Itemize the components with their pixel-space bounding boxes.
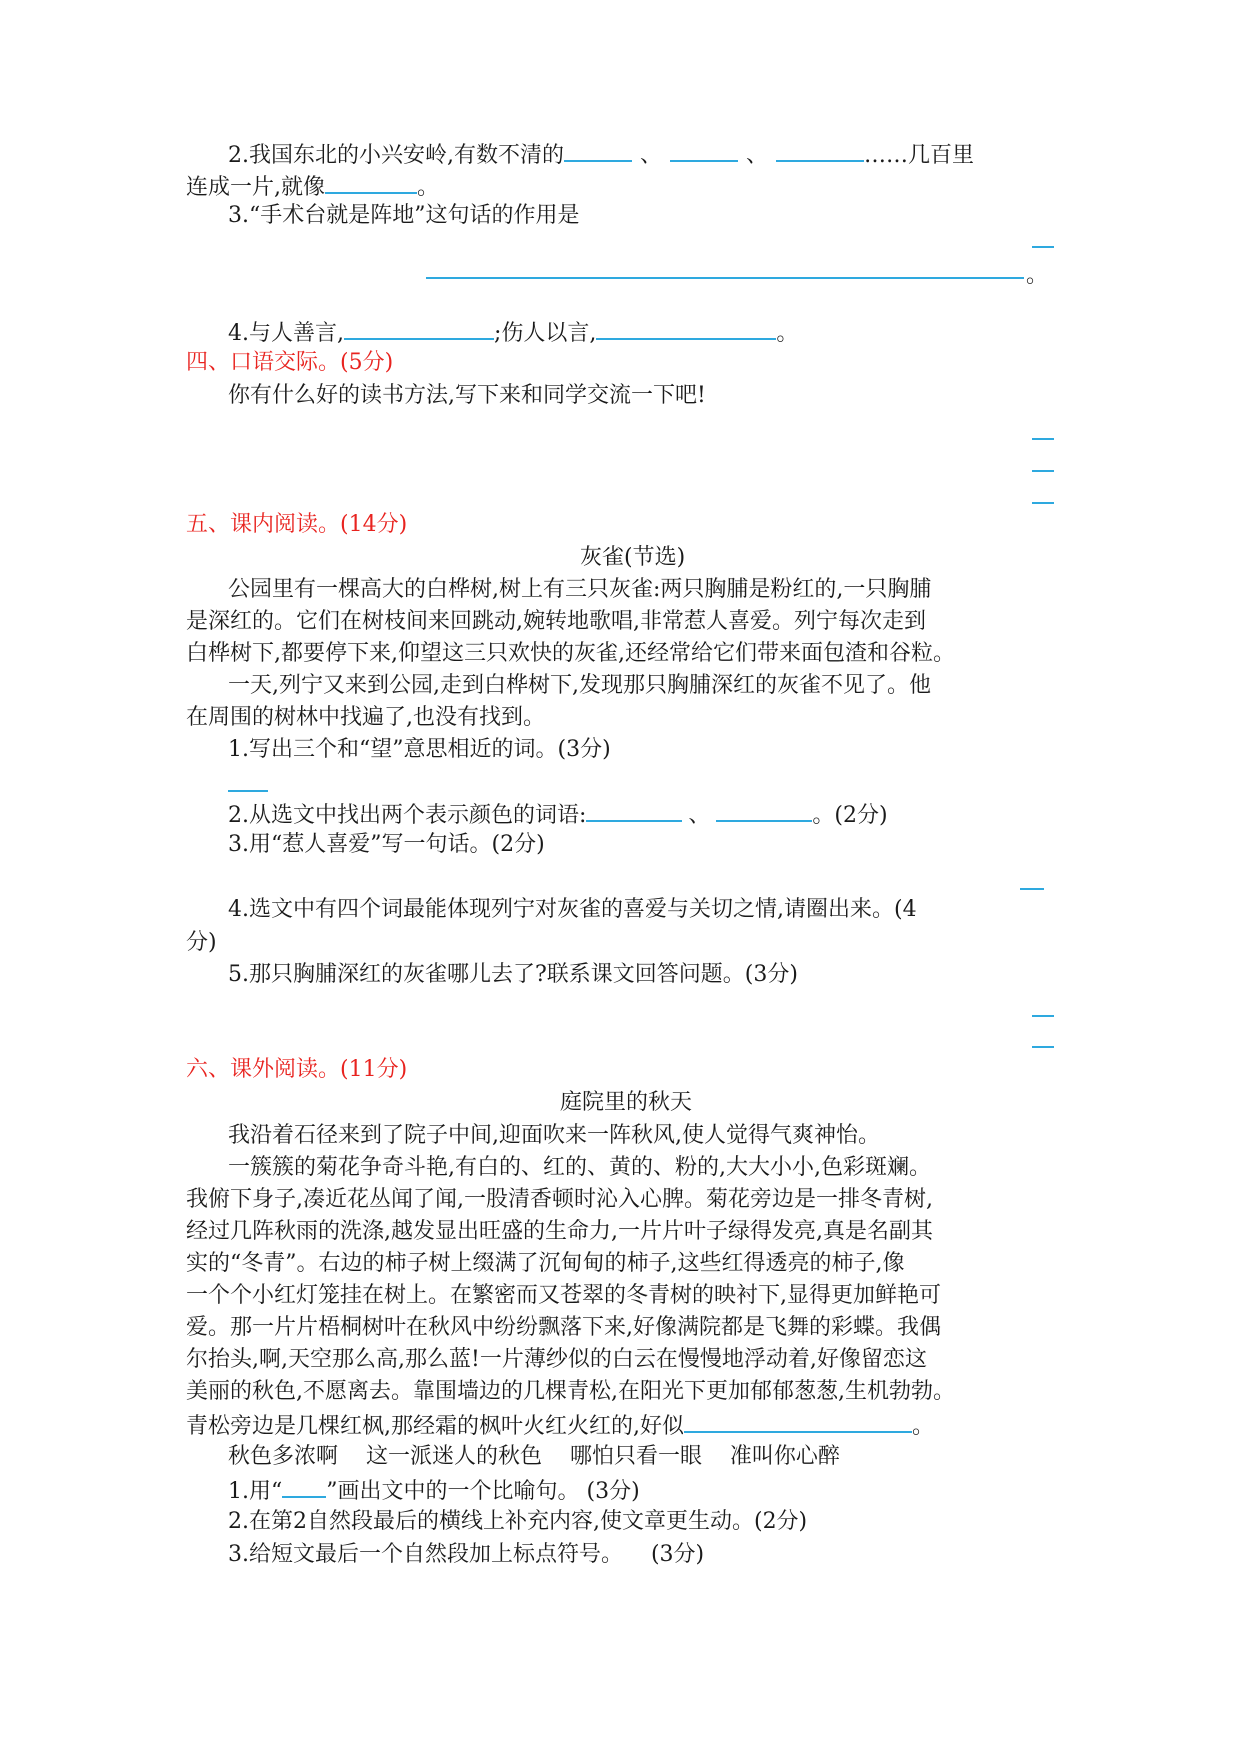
- section6-passage-line: 我沿着石径来到了院子中间,迎面吹来一阵秋风,使人觉得气爽神怡。: [228, 1123, 880, 1148]
- s5-q2-sep: 、: [688, 803, 711, 828]
- section4-heading: 四、口语交际。(5分): [186, 350, 394, 375]
- section6-last-line: [186, 1409, 934, 1442]
- s5-q2-a: 2.从选文中找出两个表示颜色的词语:: [228, 803, 587, 828]
- s3-q4-b: ;伤人以言,: [493, 321, 597, 346]
- s3-q4: [228, 316, 798, 349]
- answer-blank[interactable]: [670, 138, 738, 162]
- answer-blank[interactable]: [776, 138, 864, 162]
- section5-passage-line: 公园里有一棵高大的白桦树,树上有三只灰雀:两只胸脯是粉红的,一只胸脯: [228, 577, 932, 602]
- s3-q3: 3.“手术台就是阵地”这句话的作用是: [228, 203, 580, 228]
- section6-heading: 六、课外阅读。(11分): [186, 1057, 408, 1082]
- section6-title: 庭院里的秋天: [560, 1090, 693, 1115]
- section6-passage-line: 美丽的秋色,不愿离去。靠围墙边的几棵青松,在阳光下更加郁郁葱葱,生机勃勃。: [186, 1379, 955, 1404]
- section5-passage-line: 在周围的树林中找遍了,也没有找到。: [186, 705, 545, 730]
- s3-q4-c: 。: [776, 321, 799, 346]
- section6-passage-line: 实的“冬青”。右边的柿子树上缀满了沉甸甸的柿子,这些红得透亮的柿子,像: [186, 1251, 905, 1276]
- section6-final-paragraph: 秋色多浓啊 这一派迷人的秋色 哪怕只看一眼 准叫你心醉: [228, 1444, 840, 1469]
- section5-passage-line: 是深红的。它们在树枝间来回跳动,婉转地歌唱,非常惹人喜爱。列宁每次走到: [186, 609, 926, 634]
- section6-q3: 3.给短文最后一个自然段加上标点符号。 (3分): [228, 1542, 705, 1567]
- section5-title: 灰雀(节选): [580, 545, 686, 570]
- s3-q2-text-a: 2.我国东北的小兴安岭,有数不清的: [228, 143, 564, 168]
- answer-blank[interactable]: [586, 798, 682, 822]
- section5-q4-line1: 4.选文中有四个词最能体现列宁对灰雀的喜爱与关切之情,请圈出来。(4: [228, 897, 917, 922]
- section5-q5: 5.那只胸脯深红的灰雀哪儿去了?联系课文回答问题。(3分): [228, 962, 798, 987]
- section5-heading: 五、课内阅读。(14分): [186, 512, 408, 537]
- section6-passage-line: 尔抬头,啊,天空那么高,那么蓝!一片薄纱似的白云在慢慢地浮动着,好像留恋这: [186, 1347, 927, 1372]
- answer-line[interactable]: [228, 790, 268, 792]
- section6-passage-line: 一个个小红灯笼挂在树上。在繁密而又苍翠的冬青树的映衬下,显得更加鲜艳可: [186, 1283, 941, 1308]
- section6-q1: [228, 1474, 640, 1507]
- s3-q2-line2: [186, 170, 439, 203]
- answer-blank[interactable]: [596, 316, 776, 340]
- answer-line[interactable]: [1020, 888, 1044, 890]
- section5-passage-line: 白桦树下,都要停下来,仰望这三只欢快的灰雀,还经常给它们带来面包渣和谷粒。: [186, 641, 955, 666]
- section4-prompt: 你有什么好的读书方法,写下来和同学交流一下吧!: [228, 383, 706, 408]
- s3-q2-sep2: 、: [746, 143, 769, 168]
- s6-last-b: 。: [912, 1414, 935, 1439]
- section6-passage-line: 爱。那一片片梧桐树叶在秋风中纷纷飘落下来,好像满院都是飞舞的彩蝶。我偶: [186, 1315, 941, 1340]
- s6-q1-b: ”画出文中的一个比喻句。 (3分): [326, 1479, 640, 1504]
- s3-q2-line2-b: 。: [417, 175, 440, 200]
- answer-line[interactable]: [1032, 246, 1054, 248]
- answer-blank[interactable]: [716, 798, 812, 822]
- s6-last-a: 青松旁边是几棵红枫,那经霜的枫叶火红火红的,好似: [186, 1414, 684, 1439]
- section6-q2: 2.在第2自然段最后的横线上补充内容,使文章更生动。(2分): [228, 1509, 808, 1534]
- section6-passage-line: 我俯下身子,凑近花丛闻了闻,一股清香顿时沁入心脾。菊花旁边是一排冬青树,: [186, 1187, 933, 1212]
- section5-passage-line: 一天,列宁又来到公园,走到白桦树下,发现那只胸脯深红的灰雀不见了。他: [228, 673, 931, 698]
- answer-line[interactable]: [1032, 502, 1054, 504]
- answer-line[interactable]: [1032, 1046, 1054, 1048]
- s3-q2-sep1: 、: [640, 143, 663, 168]
- answer-blank[interactable]: [564, 138, 632, 162]
- section5-q2: [228, 798, 888, 831]
- s3-q4-a: 4.与人善言,: [228, 321, 344, 346]
- answer-line[interactable]: [1032, 438, 1054, 440]
- section6-passage-line: 一簇簇的菊花争奇斗艳,有白的、红的、黄的、粉的,大大小小,色彩斑斓。: [228, 1155, 931, 1180]
- answer-blank[interactable]: [325, 170, 417, 194]
- s5-q2-b: 。(2分): [812, 803, 888, 828]
- section5-q1: 1.写出三个和“望”意思相近的词。(3分): [228, 737, 611, 762]
- section5-q4-line2: 分): [186, 930, 217, 955]
- s3-q2-text-b: ……几百里: [864, 143, 975, 168]
- s3-q3-end: 。: [1026, 263, 1049, 288]
- s6-q1-a: 1.用“: [228, 1479, 283, 1504]
- answer-line[interactable]: [1032, 470, 1054, 472]
- underline-sample: [282, 1474, 326, 1498]
- answer-line[interactable]: [426, 277, 1024, 279]
- section5-q3: 3.用“惹人喜爱”写一句话。(2分): [228, 832, 545, 857]
- s3-q2-line1: [228, 138, 974, 171]
- answer-blank[interactable]: [344, 316, 494, 340]
- s3-q2-line2-a: 连成一片,就像: [186, 175, 325, 200]
- answer-blank[interactable]: [684, 1409, 912, 1433]
- answer-line[interactable]: [1032, 1015, 1054, 1017]
- section6-passage-line: 经过几阵秋雨的洗涤,越发显出旺盛的生命力,一片片叶子绿得发亮,真是名副其: [186, 1219, 933, 1244]
